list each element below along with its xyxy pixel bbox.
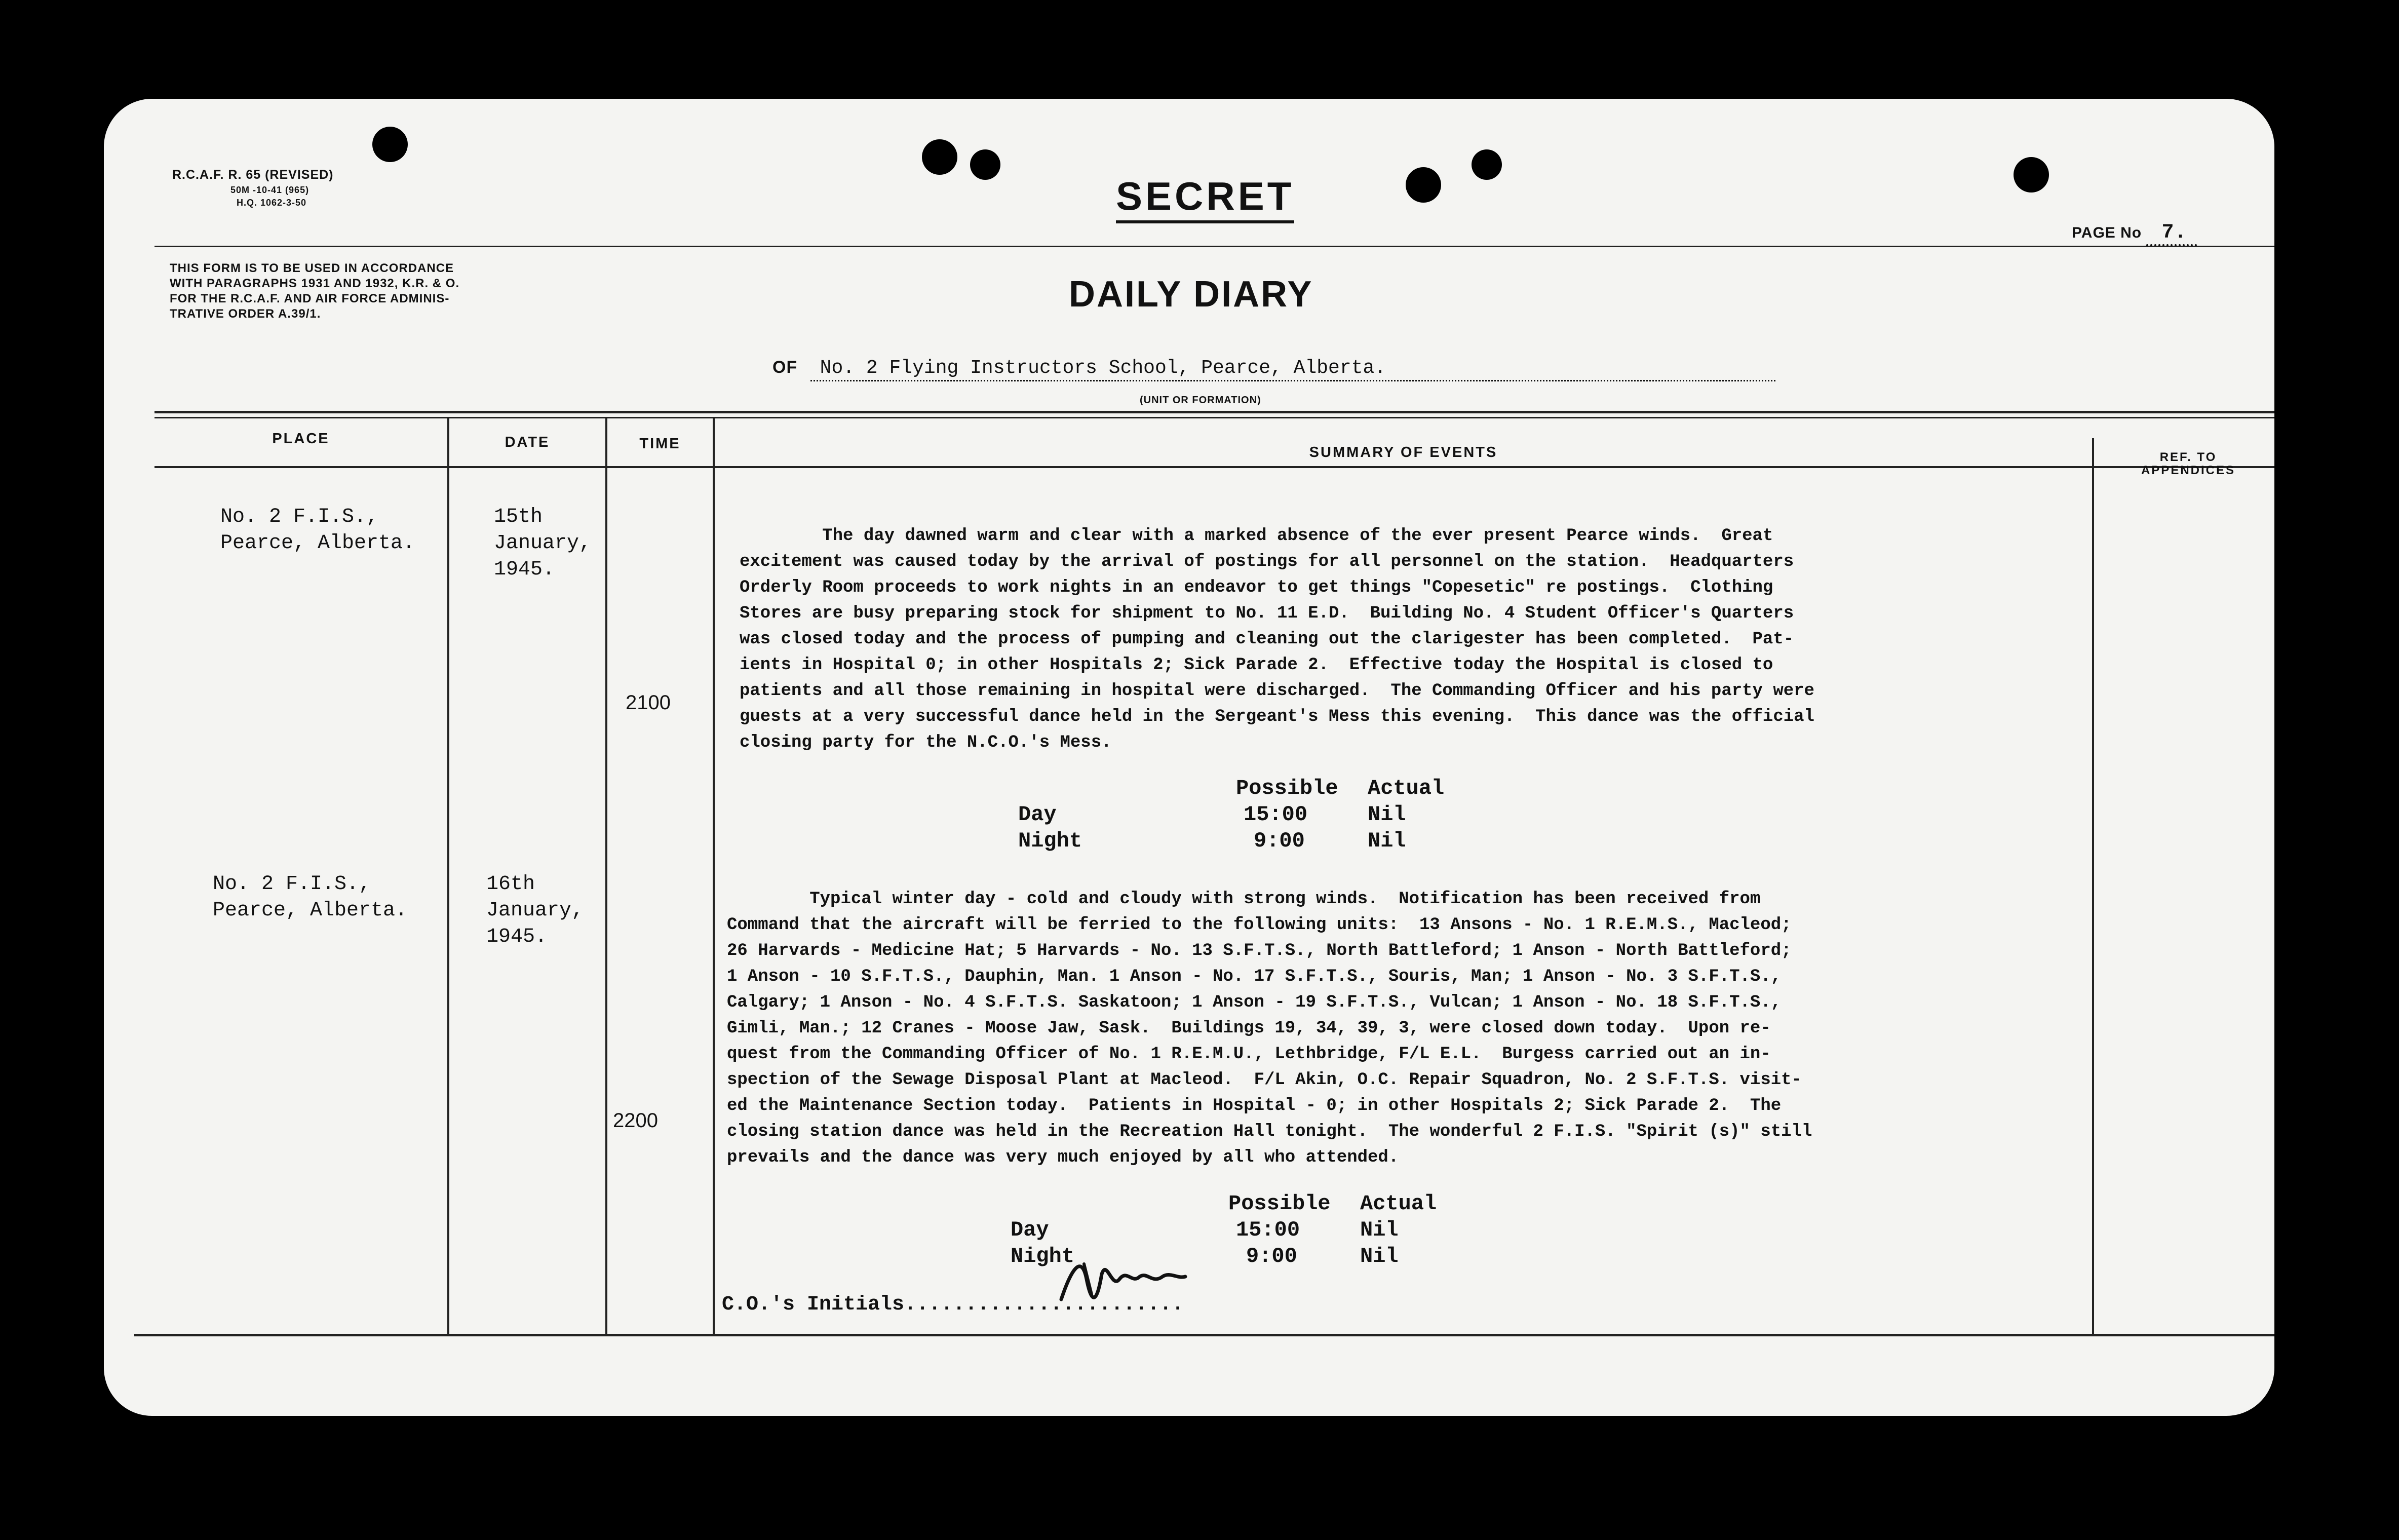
column-divider [713, 418, 715, 1334]
column-header-time: TIME [639, 436, 681, 452]
entry-stats: Possible Actual Day 15:00 Nil Night 9:00 Nil [1018, 776, 1445, 853]
table-bottom-rule [134, 1334, 2274, 1336]
entry-place: No. 2 F.I.S., Pearce, Alberta. [220, 506, 415, 555]
table-top-rule [154, 411, 2274, 413]
entry-date: 16th January, 1945. [486, 873, 584, 948]
entry-stats: Possible Actual Day 15:00 Nil Night 9:00 Nil [1011, 1191, 1437, 1268]
table-header-rule [154, 466, 2274, 468]
column-header-place: PLACE [272, 431, 330, 447]
print-code: 50M -10-41 (965) [230, 185, 309, 195]
page-title: DAILY DIARY [1069, 274, 1313, 315]
diary-card [104, 99, 2274, 1416]
unit-caption: (UNIT OR FORMATION) [1140, 395, 1261, 406]
co-initials-label: C.O.'s Initials....................... [722, 1293, 1184, 1316]
entry-time: 2200 [613, 1109, 658, 1132]
entry-time: 2100 [626, 691, 671, 714]
punch-hole [922, 139, 957, 175]
column-header-summary: SUMMARY OF EVENTS [1309, 444, 1498, 460]
form-number: R.C.A.F. R. 65 (REVISED) [172, 168, 334, 182]
unit-line [772, 357, 1778, 379]
column-divider [605, 418, 607, 1334]
hq-code: H.Q. 1062-3-50 [237, 198, 307, 208]
column-header-date: DATE [505, 434, 550, 450]
punch-hole [1472, 149, 1502, 180]
header-rule [154, 246, 2274, 247]
unit-name: No. 2 Flying Instructors School, Pearce, Alberta. [820, 357, 1386, 379]
entry-place: No. 2 F.I.S., Pearce, Alberta. [213, 873, 408, 922]
column-divider [447, 418, 449, 1334]
entry-date: 15th January, 1945. [494, 506, 592, 581]
page-number-label: PAGE No 7. [2072, 225, 2197, 241]
punch-hole [2014, 157, 2049, 192]
secret-heading [1116, 175, 1294, 217]
punch-hole [372, 127, 408, 162]
column-header-ref: REF. TO APPENDICES [2141, 450, 2236, 477]
entry-summary: Typical winter day - cold and cloudy with strong winds. Notification has been received from Command that the aircraft will be ferried to the following units: 13 Ansons - No. 1 R.E.M.S., Macleod; 26 Harvards - Medicine Hat; 5 Harvards - No. 13 S.F.T.S., North Battleford; 1 Anson - North Battleford; 1 Anson - 10 S.F.T.S., Dauphin, Man. 1 Anson - No. 17 S.F.T.S., Souris, Man; 1 Anson - No. 3 S.F.T.S., Calgary; 1 Anson - No. 4 S.F.T.S. Saskatoon; 1 Anson - 19 S.F.T.S., Vulcan; 1 Anson - No. 18 S.F.T.S., Gimli, Man.; 12 Cranes - Moose Jaw, Sask. Buildings 19, 34, 39, 3, were closed down today. Upon re- quest from the Commanding Officer of No. 1 R.E.M.U., Lethbridge, F/L E.L. Burgess carried out an in- spection of the Sewage Disposal Plant at Macleod. F/L Akin, O.C. Repair Squadron, No. 2 S.F.T.S. visit- ed the Maintenance Section today. Patients in Hospital - 0; in other Hospitals 2; Sick Parade 2. The closing station dance was held in the Recreation Hall tonight. The wonderful 2 F.I.S. "Spirit (s)" still prevails and the dance was very much enjoyed by all who attended. [727, 890, 1812, 1167]
column-divider [2092, 438, 2094, 1334]
punch-hole [970, 149, 1000, 180]
form-instructions: THIS FORM IS TO BE USED IN ACCORDANCE WITH PARAGRAPHS 1931 AND 1932, K.R. & O. FOR THE R.C.A.F. AND AIR FORCE ADMINIS- TRATIVE ORDER A.39/1. [170, 261, 460, 321]
classification: SECRET [1116, 174, 1294, 223]
entry-summary: The day dawned warm and clear with a marked absence of the ever present Pearce winds. Great excitement was caused today by the arrival of postings for all personnel on the station. Headquarters Orderly Room proceeds to work nights in an endeavor to get things "Copesetic" re postings. Clothing Stores are busy preparing stock for shipment to No. 11 E.D. Building No. 4 Student Officer's Quarters was closed today and the process of pumping and cleaning out the clarigester has been completed. Pat- ients in Hospital 0; in other Hospitals 2; Sick Parade 2. Effective today the Hospital is closed to patients and all those remaining in hospital were discharged. The Commanding Officer and his party were guests at a very successful dance held in the Sergeant's Mess this evening. This dance was the official closing party for the N.C.O.'s Mess. [740, 526, 1814, 752]
punch-hole [1406, 167, 1441, 203]
co-signature [1056, 1249, 1188, 1310]
table-top-rule-2 [154, 417, 2274, 418]
page-number: 7. [2146, 221, 2197, 246]
of-label: OF [772, 358, 798, 377]
